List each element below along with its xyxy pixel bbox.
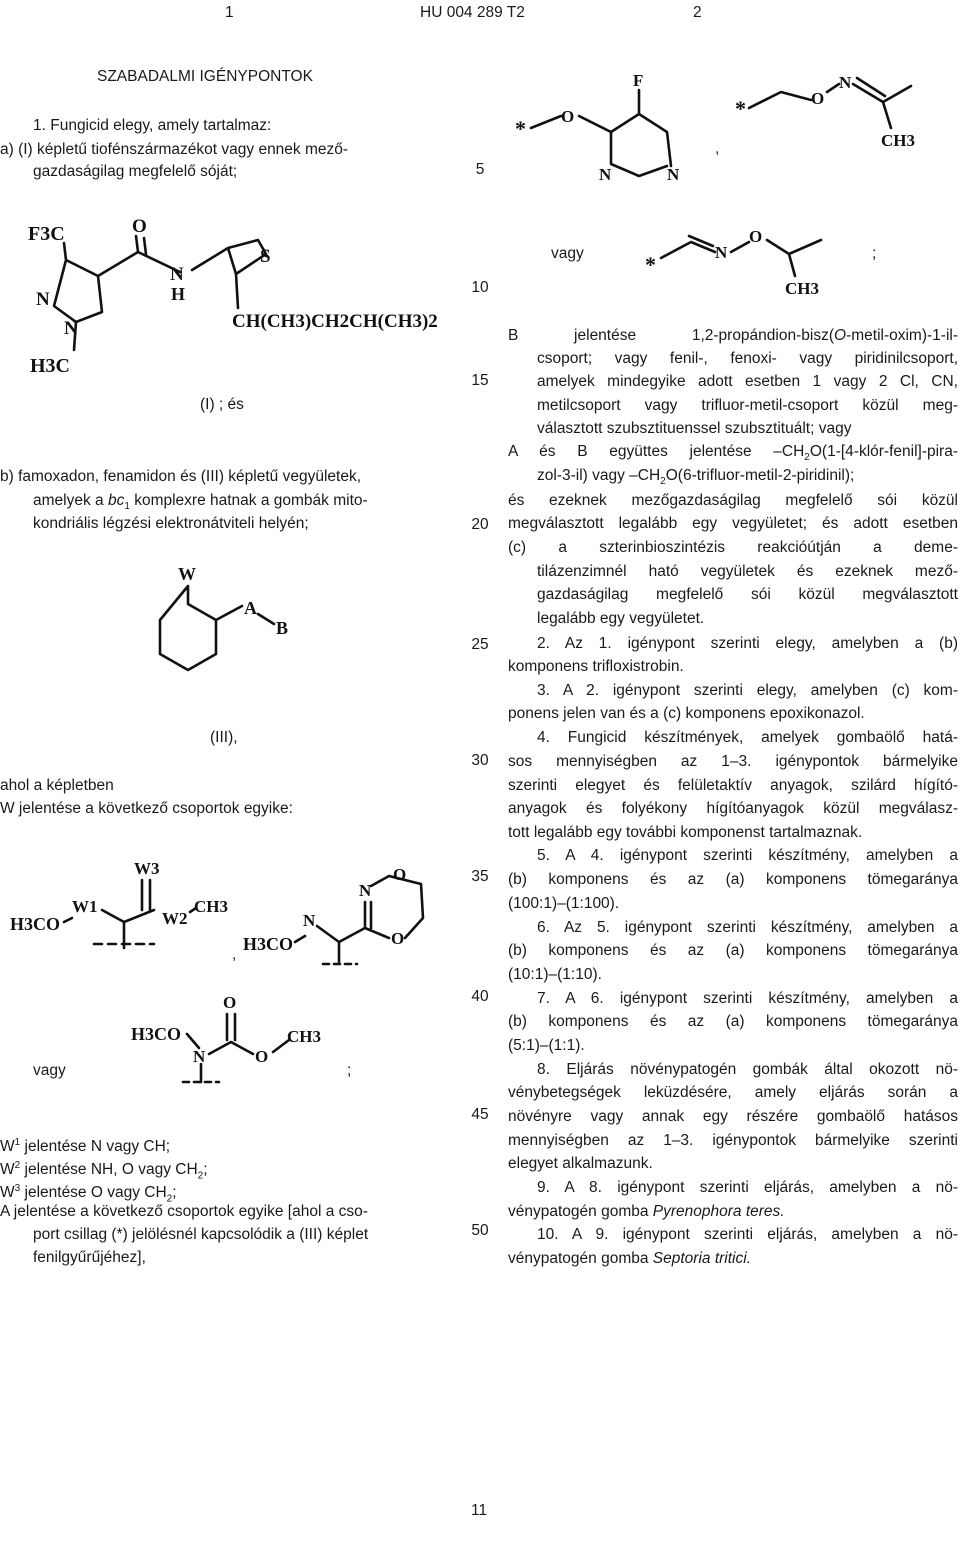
ab-definition-line1: A és B együttes jelentése $-CH_2O(1-[4-klór-fenil]-pira-$ (508, 443, 958, 464)
line-number: 25 (471, 636, 489, 653)
formula-i-structure (20, 210, 460, 385)
chem-b-label: B (276, 618, 289, 638)
chem-o-label: O (749, 227, 763, 246)
comma-separator: , (715, 140, 720, 157)
claim-8-line3: növényre vagy annak egy részére gombaölő hatásos (508, 1108, 958, 1125)
chem-w3-label: W3 (134, 859, 160, 878)
formula-i-label: (I) ; és (200, 396, 244, 413)
text-fragment: W (0, 1161, 15, 1179)
b-definition-line4: metilcsoport vagy trifluor-metil-csoport közül meg- (537, 397, 958, 414)
salts-line2: megválasztott legalább egy vegyületet; és adott esetben (508, 515, 958, 532)
claim-1-a-line1: a) (I) képletű tiofénszármazékot vagy ennek mező- (0, 141, 349, 158)
line-number: 45 (471, 1106, 489, 1123)
page-number-right: 2 (693, 4, 702, 21)
text-fragment: ; (203, 1161, 208, 1179)
claim-1-c-line4: legalább egy vegyületet. (537, 610, 705, 627)
chem-ch3-label: CH3 (785, 279, 819, 298)
b-definition-line2: csoport; vagy fenil-, fenoxi- vagy piridinilcsoport, (537, 350, 958, 367)
chem-a-label: A (244, 598, 257, 618)
chem-o-label: O (393, 865, 407, 884)
b-definition-line1: B jelentése 1,2-propándion-bisz(O-metil-oxim)-1-il- (508, 327, 958, 344)
claim-4-line5: tott legalább egy további komponenst tartalmaznak. (508, 824, 863, 841)
line-number: 30 (471, 752, 489, 769)
ab-definition-line2: zol-3-il) vagy $-CH_2O(6-trifluor-metil-2-piridinil)$; (537, 467, 855, 488)
chem-n-label: N (303, 911, 316, 930)
chem-n-label: N (193, 1047, 206, 1066)
text-fragment: W (0, 1138, 15, 1156)
a-group-oxime-structure (735, 68, 925, 158)
chem-chain-label: CH(CH3)CH2CH(CH3)2 (232, 311, 438, 332)
text-fragment: jelentése O vagy CH (20, 1184, 167, 1202)
chem-ch3-label: CH3 (287, 1027, 321, 1046)
where-text: ahol a képletben (0, 777, 114, 794)
chem-n-label: N (599, 165, 612, 184)
text-fragment: 2 (166, 1193, 173, 1205)
claim-9-line2: vénypatogén gomba Pyrenophora teres. (508, 1203, 785, 1220)
claim-1-a-line2: gazdaságilag megfelelő sóját; (33, 163, 238, 180)
chem-f3c-label: F3C (28, 223, 65, 245)
chem-n-label: N (839, 73, 852, 92)
claim-10-line1: 10. A 9. igénypont szerinti eljárás, amelyben a nö- (537, 1226, 958, 1243)
chem-s-label: S (260, 246, 271, 267)
line-number: 10 (471, 279, 489, 296)
chem-star-label: * (735, 96, 746, 121)
line-number: 15 (471, 372, 489, 389)
chem-h-label: H (171, 284, 186, 304)
a-definition-line2: port csillag (*) jelölésnél kapcsolódik a (III) képlet (33, 1226, 369, 1243)
a-definition-line3: fenilgyűrűjéhez], (33, 1249, 146, 1266)
vagy-text: vagy (33, 1062, 66, 1079)
chem-w1-label: W1 (72, 897, 98, 916)
claim-7-line3: (5:1)–(1:1). (508, 1037, 585, 1054)
chem-w-label: W (178, 564, 196, 584)
claim-8-line4: mennyiségben az 1–3. igénypontok bármelyike szerinti (508, 1132, 958, 1149)
text-fragment: 3 (14, 1183, 21, 1194)
claim-9-line1: 9. A 8. igénypont szerinti eljárás, amelyben a nö- (537, 1179, 958, 1196)
semicolon-separator: ; (347, 1062, 352, 1079)
text-fragment: jelentése NH, O vagy CH (20, 1161, 198, 1179)
line-number: 35 (471, 868, 489, 885)
text-fragment: jelentése N vagy CH; (20, 1138, 171, 1156)
chem-o-label: O (561, 107, 575, 126)
claim-7-line2: (b) komponens és az (a) komponens tömegaránya (508, 1013, 958, 1030)
claim-8-line5: elegyet alkalmazunk. (508, 1155, 653, 1172)
claim-10-line2: vénypatogén gomba Septoria tritici. (508, 1250, 751, 1267)
formula-iii-label: (III), (210, 729, 238, 746)
text-fragment: W (0, 1184, 15, 1202)
claim-1-intro: 1. Fungicid elegy, amely tartalmaz: (33, 117, 272, 134)
claim-4-line4: anyagok és folyékony hígítóanyagok közül megválasz- (508, 800, 958, 817)
a-group-oxime-ether-structure (645, 218, 845, 298)
text-fragment: 2 (197, 1170, 204, 1182)
claim-6-line1: 6. Az 5. igénypont szerinti készítmény, amelyben a (537, 919, 958, 936)
claim-1-b-line1: b) famoxadon, fenamidon és (III) képletű vegyületek, (0, 468, 362, 485)
claim-5-line3: (100:1)–(1:100). (508, 895, 620, 912)
chem-n-label: N (359, 881, 372, 900)
chem-f-label: F (633, 71, 644, 90)
claim-1-c-line1: (c) a szterinbioszintézis reakcióútján a deme- (508, 539, 958, 556)
chem-n-label: N (36, 289, 50, 310)
claims-title: SZABADALMI IGÉNYPONTOK (97, 68, 313, 85)
claim-7-line1: 7. A 6. igénypont szerinti készítmény, amelyben a (537, 990, 958, 1007)
claim-8-line2: vénybetegségek leküzdésére, amely eljárás során a (508, 1084, 958, 1101)
claim-5-line2: (b) komponens és az (a) komponens tömegaránya (508, 871, 958, 888)
line-number: 20 (471, 516, 489, 533)
chem-o-label: O (132, 216, 147, 237)
chem-h3co-label: H3CO (243, 934, 294, 954)
claim-4-line3: szerinti elegyet és felületaktív anyagok, szilárd hígító- (508, 777, 958, 794)
chem-n-label: N (715, 243, 728, 262)
claim-1-c-line3: gazdaságilag megfelelő sói közül megválasztott (537, 586, 958, 603)
claim-1-b-line3: kondriális légzési elektronátviteli helyén; (33, 515, 309, 532)
claim-2-line2: komponens trifloxistrobin. (508, 658, 684, 675)
claim-3-line2: ponens jelen van és a (c) komponens epoxikonazol. (508, 705, 865, 722)
claim-6-line2: (b) komponens és az (a) komponens tömegaránya (508, 942, 958, 959)
text-fragment: amelyek a (33, 492, 108, 509)
claim-4-line1: 4. Fungicid készítmények, amelyek gombaölő hatá- (537, 729, 958, 746)
b-definition-line3: amelyek mindegyike adott esetben 1 vagy 2 Cl, CN, (537, 373, 958, 390)
chem-n-label: N (64, 318, 78, 339)
chem-h3co-label: H3CO (10, 914, 61, 934)
line-number: 40 (471, 988, 489, 1005)
vagy-text: vagy (551, 245, 584, 262)
w-group-1-structure (10, 852, 240, 962)
text-fragment: ; (172, 1184, 177, 1202)
claim-1-c-line2: tilázenzimnél ható vegyületek és ezeknek mező- (537, 563, 958, 580)
chem-o-label: O (811, 89, 825, 108)
w-definition: W jelentése a következő csoportok egyike: (0, 800, 293, 817)
chem-star-label: * (645, 252, 656, 277)
line-number: 5 (475, 161, 485, 178)
chem-h3co-label: H3CO (131, 1024, 182, 1044)
formula-iii-structure (150, 562, 310, 692)
comma-separator: , (232, 946, 237, 963)
footer-page-number: 11 (471, 1502, 488, 1519)
chem-star-label: * (515, 116, 526, 141)
claim-5-line1: 5. A 4. igénypont szerinti készítmény, amelyben a (537, 847, 958, 864)
chem-n-label: N (170, 264, 184, 285)
salts-line1: és ezeknek mezőgazdaságilag megfelelő sói közül (508, 492, 958, 509)
claim-2-line1: 2. Az 1. igénypont szerinti elegy, amelyben a (b) (537, 635, 958, 652)
text-fragment: komplexre hatnak a gombák mito- (129, 492, 368, 509)
semicolon-separator: ; (872, 245, 877, 262)
document-id: HU 004 289 T2 (420, 4, 525, 21)
text-fragment: 1 (124, 501, 130, 513)
claim-3-line1: 3. A 2. igénypont szerinti elegy, amelyben (c) kom- (537, 682, 958, 699)
text-fragment: 1 (14, 1137, 21, 1148)
chem-h3c-label: H3C (30, 355, 70, 377)
b-definition-line5: választott szubsztituenssel szubsztituált; vagy (537, 420, 852, 437)
chem-w2-label: W2 (162, 909, 188, 928)
claim-8-line1: 8. Eljárás növénypatogén gombák által okozott nö- (537, 1061, 958, 1078)
chem-ch3-label: CH3 (881, 131, 915, 150)
chem-ch3-label: CH3 (194, 897, 228, 916)
text-fragment: 2 (14, 1160, 21, 1171)
w-group-3-structure (127, 990, 347, 1090)
page-number-left: 1 (225, 4, 234, 21)
text-fragment: bc (107, 492, 125, 509)
chem-o-label: O (391, 929, 405, 948)
claim-6-line3: (10:1)–(1:10). (508, 966, 602, 983)
claim-4-line2: sos mennyiségben az 1–3. igénypontok bármelyike (508, 753, 958, 770)
a-group-pyrimidine-structure (515, 70, 715, 190)
chem-o-label: O (223, 993, 237, 1012)
a-definition-line1: A jelentése a következő csoportok egyike [ahol a cso- (0, 1203, 368, 1220)
chem-o-label: O (255, 1047, 269, 1066)
line-number: 50 (471, 1222, 489, 1239)
chem-n-label: N (667, 165, 680, 184)
w-group-2-structure (243, 862, 443, 972)
